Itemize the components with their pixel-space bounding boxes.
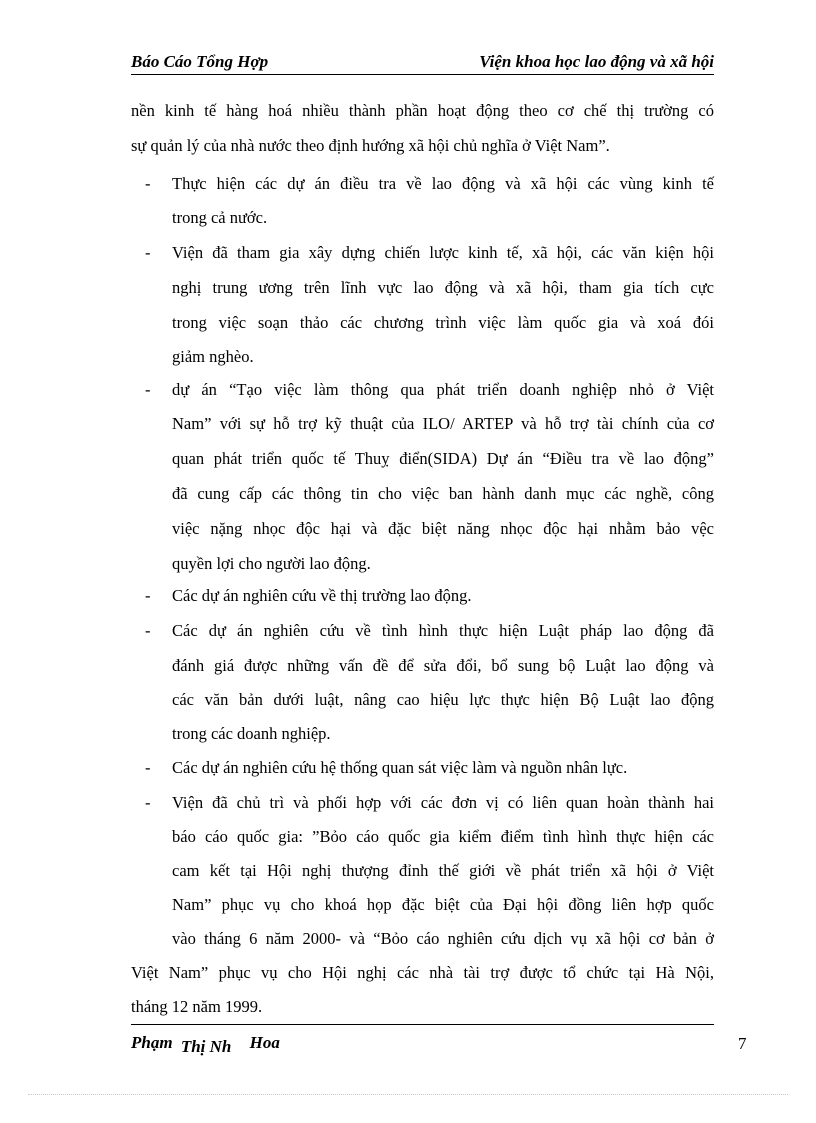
bullet-dash: - [145, 174, 151, 193]
footer-rule [131, 1024, 714, 1025]
header-left-title: Báo Cáo Tổng Hợp [131, 52, 269, 71]
bullet-line: Các dự án nghiên cứu về tình hình thực hiện Luật pháp lao động đã [172, 621, 714, 640]
bullet-line: Việt Nam” phục vụ cho Hội nghị các nhà tài trợ được tổ chức tại Hà Nội, [131, 963, 714, 982]
bullet-line: nghị trung ương trên lĩnh vực lao động và xã hội, tham gia tích cực [172, 278, 714, 297]
bullet-line: Các dự án nghiên cứu hệ thống quan sát việc làm và nguồn nhân lực. [172, 758, 628, 777]
author-name [131, 1033, 280, 1056]
text-line: sự quản lý của nhà nước theo định hướng xã hội chủ nghĩa ở Việt Nam”. [131, 136, 610, 155]
bullet-dash: - [145, 758, 151, 777]
bullet-line: trong việc soạn thảo các chương trình việc làm quốc gia và xoá đói [172, 313, 714, 332]
bullet-dash: - [145, 793, 151, 812]
bullet-line: đã cung cấp các thông tin cho việc ban hành danh mục các nghề, công [172, 484, 714, 503]
bullet-line: Nam” phục vụ cho khoá họp đặc biệt của Đại hội đồng liên hợp quốc [172, 895, 714, 914]
bullet-dash: - [145, 243, 151, 262]
page-number: 7 [738, 1034, 747, 1053]
bullet-dash: - [145, 621, 151, 640]
bullet-line: các văn bản dưới luật, nâng cao hiệu lực thực hiện Bộ Luật lao động [172, 690, 714, 709]
bullet-line: Viện đã chủ trì và phối hợp với các đơn vị có liên quan hoàn thành hai [172, 793, 714, 812]
bullet-line: trong các doanh nghiệp. [172, 724, 331, 743]
author-part: Phạm [131, 1033, 173, 1052]
page-header [131, 52, 714, 75]
bullet-line: Viện đã tham gia xây dựng chiến lược kinh tế, xã hội, các văn kiện hội [172, 243, 714, 262]
bullet-line: vào tháng 6 năm 2000- và “Bỏo cáo nghiên cứu dịch vụ xã hội cơ bản ở [172, 929, 714, 948]
bullet-line: báo cáo quốc gia: ”Bỏo cáo quốc gia kiểm điểm tình hình thực hiện các [172, 827, 714, 846]
bullet-dash: - [145, 586, 151, 605]
author-part: Thị Nh [180, 1037, 232, 1056]
bullet-line: giảm nghèo. [172, 347, 254, 366]
bullet-line: quyền lợi cho người lao động. [172, 554, 371, 573]
bullet-line: cam kết tại Hội nghị thượng đỉnh thế giới về phát triển xã hội ở Việt [172, 861, 714, 880]
bullet-dash: - [145, 380, 151, 399]
bullet-line: quan phát triển quốc tế Thuỵ điển(SIDA) Dự án “Điều tra về lao động” [172, 449, 714, 468]
bullet-line: trong cả nước. [172, 208, 268, 227]
bullet-line: đánh giá được những vấn đề để sửa đổi, bổ sung bộ Luật lao động và [172, 656, 714, 675]
header-right-title: Viện khoa học lao động và xã hội [479, 52, 714, 71]
author-part: Hoa [249, 1033, 280, 1052]
page-edge-dotted-line [28, 1094, 788, 1095]
bullet-line: Các dự án nghiên cứu về thị trường lao động. [172, 586, 472, 605]
bullet-line: Thực hiện các dự án điều tra về lao động và xã hội các vùng kinh tế [172, 174, 714, 193]
text-line: nền kinh tế hàng hoá nhiều thành phần hoạt động theo cơ chế thị trường có [131, 101, 714, 120]
bullet-line: tháng 12 năm 1999. [131, 997, 263, 1016]
bullet-line: việc nặng nhọc độc hại và đặc biệt năng nhọc độc hại nhằm bảo vệc [172, 519, 714, 538]
bullet-line: dự án “Tạo việc làm thông qua phát triển doanh nghiệp nhỏ ở Việt [172, 380, 714, 399]
bullet-line: Nam” với sự hỗ trợ kỹ thuật của ILO/ ARTEP và hỗ trợ tài chính của cơ [172, 414, 714, 433]
